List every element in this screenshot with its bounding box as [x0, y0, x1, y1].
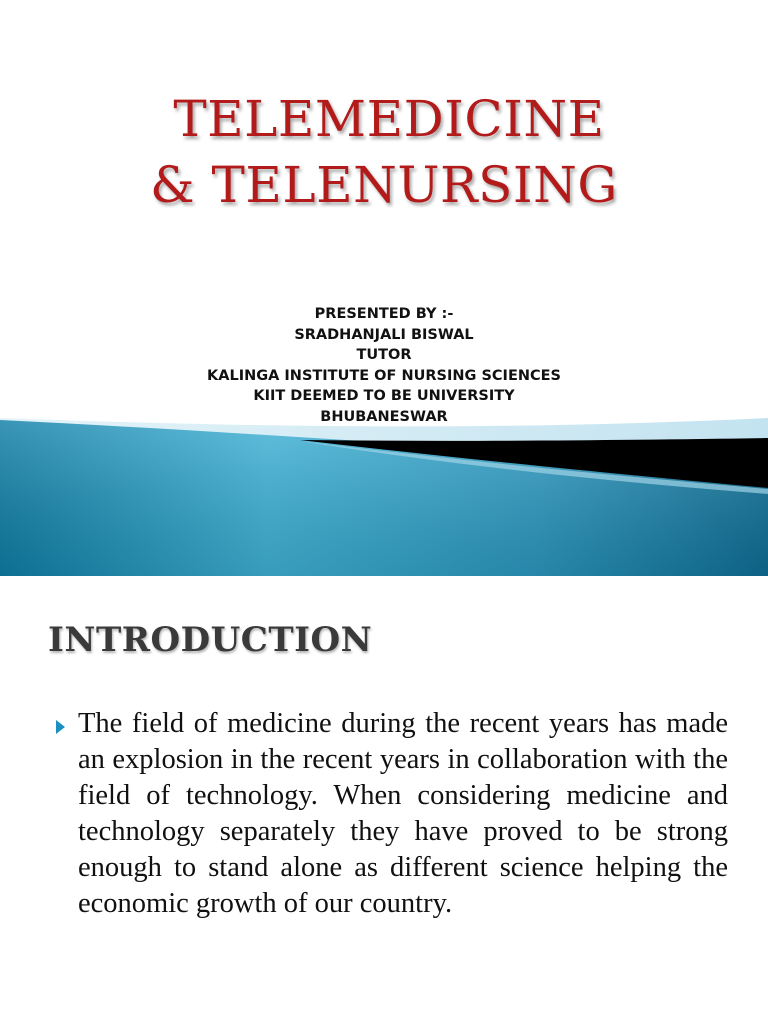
- introduction-heading: INTRODUCTION: [48, 620, 373, 660]
- bullet-text: The field of medicine during the recent years has made an explosion in the recent years in collaboration with the field of technology. When considering medicine and technology separately they have proved to be strong enough to stand alone as different science helping the economic growth of our country.: [78, 708, 728, 919]
- introduction-slide: [0, 576, 768, 1024]
- bullet-item: [50, 706, 730, 922]
- presenter-block: [0, 304, 768, 427]
- presenter-line-1: PRESENTED BY :-: [314, 306, 454, 322]
- presenter-line-2: SRADHANJALI BISWAL: [294, 326, 474, 343]
- title-line-1: TELEMEDICINE: [173, 90, 605, 148]
- presenter-line-6: BHUBANESWAR: [320, 408, 448, 425]
- title-line-2: & TELENURSING: [150, 156, 618, 214]
- presenter-line-3: TUTOR: [356, 347, 412, 363]
- presenter-line-4: KALINGA INSTITUTE OF NURSING SCIENCES: [207, 367, 561, 384]
- triangle-bullet-icon: [56, 720, 65, 734]
- presenter-line-5: KIIT DEEMED TO BE UNIVERSITY: [253, 388, 515, 404]
- slide-title: [0, 86, 768, 218]
